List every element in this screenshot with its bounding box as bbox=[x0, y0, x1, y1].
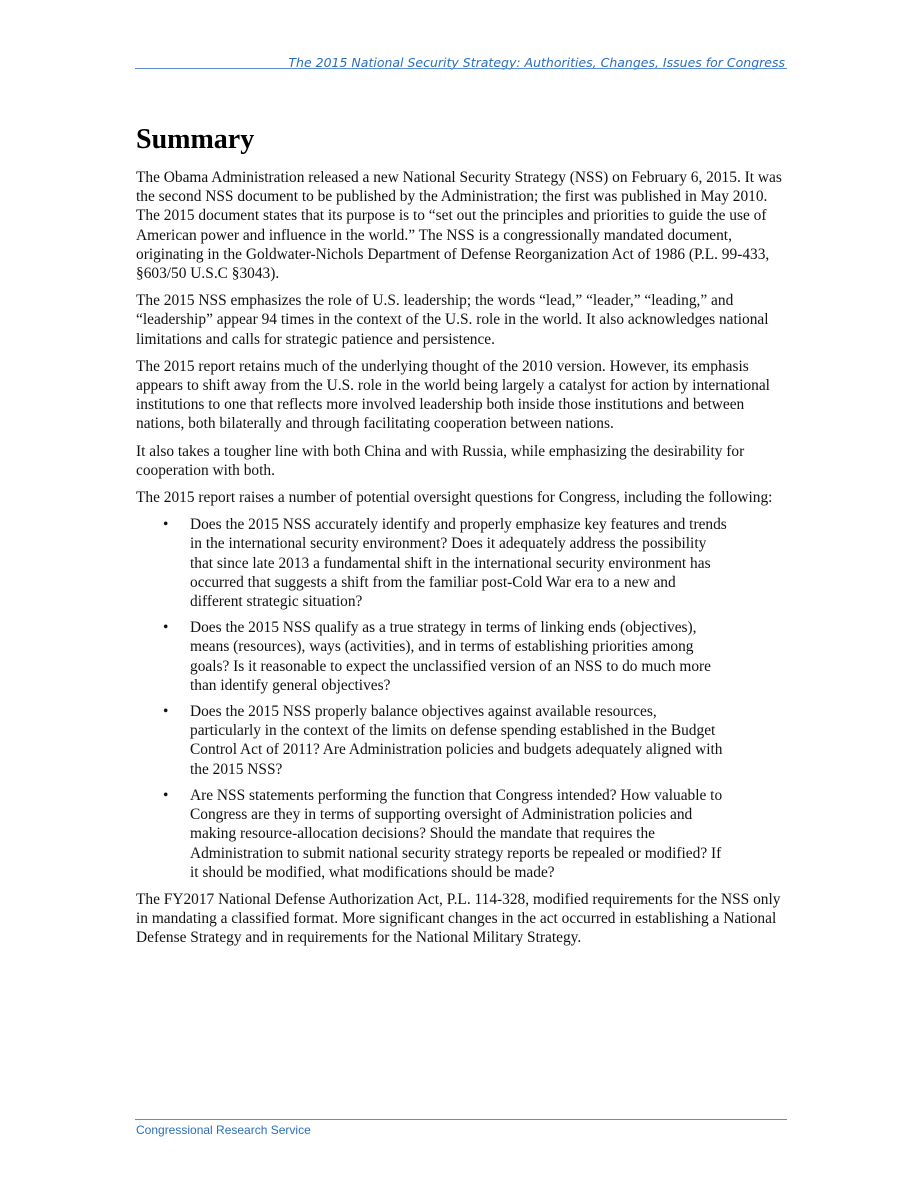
list-item-text: Does the 2015 NSS accurately identify and properly emphasize key features and trends in the international security environment? Does it adequately address the possibility that since late 2013 a fundamental shift in the international security environment has occurred that suggests a shift from the familiar post-Cold War era to a new and different strategic situation? bbox=[190, 516, 727, 611]
list-item-text: Are NSS statements performing the function that Congress intended? How valuable to Congress are they in terms of supporting oversight of Administration policies and making resource-allocation decisions? Should the mandate that requires the Administration to submit national security strategy reports be repealed or modified? If it should be modified, what modifications should be made? bbox=[190, 786, 723, 881]
summary-section bbox=[136, 122, 788, 956]
oversight-questions-list bbox=[136, 515, 788, 882]
list-item-text: Does the 2015 NSS qualify as a true strategy in terms of linking ends (objectives), means (resources), ways (activities), and in terms of establishing priorities among goals? Is it reasonable to expect the unclassified version of an NSS to do much more than identify general objectives? bbox=[190, 619, 712, 694]
list-item bbox=[163, 515, 788, 611]
summary-paragraph-2: The 2015 NSS emphasizes the role of U.S. leadership; the words “lead,” “leader,” “leading,” and “leadership” appear 94 times in the context of the U.S. role in the world. It also acknowledges national limitations and calls for strategic patience and persistence. bbox=[136, 292, 769, 348]
list-item bbox=[163, 786, 788, 882]
running-header-title: The 2015 National Security Strategy: Authorities, Changes, Issues for Congress bbox=[288, 55, 785, 70]
footer-divider bbox=[135, 1119, 787, 1120]
summary-paragraph-5: The 2015 report raises a number of potential oversight questions for Congress, including the following: bbox=[136, 489, 773, 507]
summary-paragraph-4: It also takes a tougher line with both China and with Russia, while emphasizing the desirability for cooperation with both. bbox=[136, 442, 745, 479]
header-divider bbox=[135, 68, 787, 69]
bullet-icon: • bbox=[163, 619, 169, 637]
list-item bbox=[163, 702, 788, 779]
summary-heading: Summary bbox=[136, 124, 255, 155]
bullet-icon: • bbox=[163, 516, 169, 534]
list-item bbox=[163, 618, 788, 695]
list-item-text: Does the 2015 NSS properly balance objectives against available resources, particularly in the context of the limits on defense spending established in the Budget Control Act of 2011? Are Administration policies and budgets adequately aligned with the 2015 NSS? bbox=[190, 703, 723, 778]
summary-paragraph-3: The 2015 report retains much of the underlying thought of the 2010 version. However, its emphasis appears to shift away from the U.S. role in the world being largely a catalyst for action by international institutions to one that reflects more involved leadership both inside those institutions and between nations, both bilaterally and through facilitating cooperation between nations. bbox=[136, 357, 770, 433]
bullet-icon: • bbox=[163, 786, 169, 804]
summary-paragraph-1: The Obama Administration released a new National Security Strategy (NSS) on February 6, 2015. It was the second NSS document to be published by the Administration; the first was published in May 2010. The 2015 document states that its purpose is to “set out the principles and priorities to guide the use of American power and influence in the world.” The NSS is a congressionally mandated document, originating in the Goldwater-Nichols Department of Defense Reorganization Act of 1986 (P.L. 99-433, §603/50 U.S.C §3043). bbox=[136, 169, 782, 283]
summary-closing-paragraph: The FY2017 National Defense Authorization Act, P.L. 114-328, modified requirements for the NSS only in mandating a classified format. More significant changes in the act occurred in establishing a National Defense Strategy and in requirements for the National Military Strategy. bbox=[136, 890, 781, 947]
bullet-icon: • bbox=[163, 703, 169, 721]
footer-organization: Congressional Research Service bbox=[136, 1123, 311, 1137]
